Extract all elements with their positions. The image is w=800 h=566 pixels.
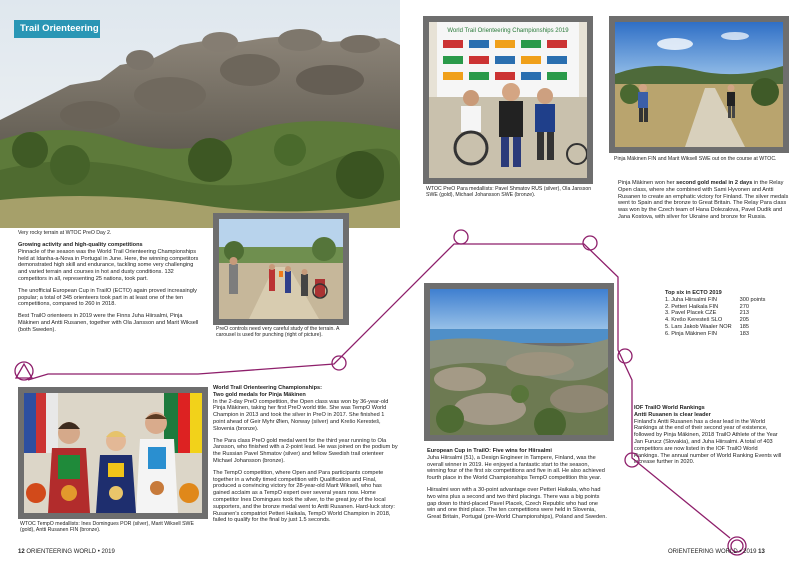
control-circle: [332, 356, 346, 370]
ranking-points: 183: [739, 330, 749, 337]
footer-title-right: ORIENTEERING WORLD: [668, 549, 738, 555]
control-circle: [583, 236, 597, 250]
footer-left: [18, 549, 115, 555]
rocky-terrain-caption: Very rocky terrain at WTOC PreO Day 2.: [18, 230, 112, 236]
ranking-points: 300 points: [739, 296, 766, 303]
tempo-medalists-photo: [24, 393, 202, 513]
table-row: [665, 317, 773, 324]
course-photo-frame: [609, 16, 789, 153]
world-rankings-section: [634, 405, 784, 471]
world-rankings-paragraph: Finland's Antti Rusanen has a clear lead in the World Rankings at the end of their second year of existence, followed by Pinja Mäkinen, 2018 TrailO Athlete of the Year Jan Furucz (Slovakia), and Juha Hiirsalmi. A total of 403 competitors are now listed in the IOF TrailO World Rankings. The annual number of World Ranking Events will increase further in 2020.: [634, 418, 782, 466]
wtoc-heading-1: World Trail Orienteering Championships:: [213, 385, 322, 391]
footer-year-left: • 2019: [97, 549, 115, 555]
european-cup-paragraph-2: Hiirsalmi won with a 30-point advantage over Petteri Haikala, who had two wins plus a second and two third placings. There was a big points gap down to third-placed Pavel Placek, Czech Republic who had one win and one third place. The ten competitions were held in Slovenia, Great Britain, Portugal (pre-World Championships), Poland and Sweden.: [427, 486, 607, 521]
wtoc-tempo-paragraph: The TempO competition, where Open and Para participants compete together in a wholly timed competition with Qualification and Final, produced a convincing victory for 28-year-old Marit Wiksell, who has gained acclaim as a TempO expert over several years now. Home competitor Ines Domingues took the silver, to the great joy of the local supporters, and the bronze medal went to Antti Rusanen. Hard-luck story: Rusanen's compatriot Petteri Haikala, TempO World Champion in 2018, failed to qualify for the final by just 1.5 seconds.: [213, 469, 395, 524]
start-triangle-circle: [15, 362, 33, 380]
top-six-table: [665, 297, 773, 338]
section-tag: Trail Orienteering: [14, 20, 100, 38]
table-row: [665, 331, 773, 338]
para-medalists-photo: [429, 22, 587, 178]
pinja-relay-highlight: second gold medal in 2 days: [676, 180, 753, 186]
european-cup-section: [427, 448, 607, 526]
world-rankings-heading-1: IOF TrailO World Rankings: [634, 405, 705, 411]
ranking-name: 2. Petteri Haikala FIN: [665, 303, 719, 310]
footer-year-right: • 2019: [739, 549, 757, 555]
page-number-left: 12: [18, 549, 25, 555]
pinja-relay-section: [618, 180, 794, 221]
banner-text: World Trail Orienteering Championships 2019: [447, 28, 569, 34]
para-medalists-photo-frame: [423, 16, 593, 184]
ranking-points: 185: [739, 323, 749, 330]
ranking-points: 213: [739, 310, 749, 317]
footer-right: [668, 549, 765, 555]
ranking-name: 1. Juha Hiirsalmi FIN: [665, 296, 717, 303]
controls-caption: PreO controls need very careful study of the terrain. A carousel is used for punching (right of picture).: [216, 326, 340, 339]
coastal-terrain-photo-frame: [424, 283, 614, 441]
best-trailo-paragraph: Best TrailO orienteers in 2019 were the Finns Juha Hiirsalmi, Pinja Mäkinen and Antti Rusanen, together with Ola Jansson and Marit Wiksell (both Sweden).: [18, 313, 199, 333]
page-number-right: 13: [758, 549, 765, 555]
world-rankings-heading-2: Antti Rusanen is clear leader: [634, 411, 711, 418]
ranking-name: 6. Pinja Mäkinen FIN: [665, 330, 717, 337]
controls-photo-frame: [213, 213, 349, 325]
control-circle: [618, 349, 632, 363]
growing-activity-section: [18, 242, 204, 339]
wtoc-heading-2: Two gold medals for Pinja Mäkinen: [213, 391, 306, 398]
tempo-medalists-photo-frame: [18, 387, 208, 519]
pinja-relay-text-before: Pinja Mäkinen won her: [618, 180, 677, 186]
wtoc-para-paragraph: The Para class PreO gold medal went for the third year running to Ola Jansson, who finished with a 2-point lead. He was joined on the podium by the Russian Pavel Shmatov (silver) and fellow Swedish trail orienteer Michael Johansson (bronze).: [213, 437, 398, 464]
para-medalists-caption: WTOC PreO Para medallists: Pavel Shmatov RUS (silver), Ola Jansson SWE (gold), Michael Johansson SWE (bronze).: [426, 186, 592, 199]
growing-activity-paragraph: Pinnacle of the season was the World Trail Orienteering Championships held at Idanha-a-Nova in Portugal in June. Here, the winning competitors demonstrated high skill and endurance, tackling some very challenging and varied terrain and courses in hot and dusty conditions. 132 competitors in all, representing 25 nations, took part.: [18, 248, 199, 282]
european-cup-heading: European Cup in TrailO: Five wins for Hiirsalmi: [427, 448, 552, 454]
ranking-name: 3. Pavel Placek CZE: [665, 310, 717, 317]
wtoc-section: [213, 385, 398, 529]
ranking-points: 270: [739, 303, 749, 310]
course-photo: [615, 22, 783, 147]
table-row: [665, 324, 773, 331]
coastal-terrain-photo: [430, 289, 608, 435]
control-circle: [454, 230, 468, 244]
footer-title-left: ORIENTEERING WORLD: [26, 549, 97, 555]
wtoc-preo-paragraph: In the 2-day PreO competition, the Open class was won by 36-year-old Pinja Mäkinen, taking her first PreO world title. She was TempO World Champion in 2013 and took the silver in PreO in 2017. She finished 1 point ahead of Geir Myhr Øien, Norway (silver) and Krešo Keresteš, Slovenia (bronze).: [213, 398, 389, 432]
start-triangle-icon: [16, 364, 32, 378]
european-cup-paragraph-1: Juha Hiirsalmi (51), a Design Engineer in Tampere, Finland, was the overall winner in 2019. He enjoyed a fantastic start to the season, winning four of the first six competitions and five in all. He also achieved fourth place in the World Championships TempO competition this year.: [427, 454, 605, 482]
ecto-paragraph: The unofficial European Cup in TrailO (ECTO) again proved increasingly popular; a total of 345 orienteers took part in at least one of the ten competitions, compared to 260 in 2018.: [18, 287, 197, 308]
ranking-name: 5. Lars Jakob Waaler NOR: [665, 323, 732, 330]
table-row: [665, 310, 773, 317]
tempo-medalists-caption: WTOC TempO medallists: Ines Domingues POR (silver), Marit Wiksell SWE (gold), Antti Rusanen FIN (bronze).: [20, 521, 194, 534]
ranking-points: 205: [739, 317, 749, 324]
table-row: [665, 297, 773, 304]
controls-photo: [219, 219, 343, 319]
top-six-heading: Top six in ECTO 2019: [665, 290, 722, 296]
ranking-name: 4. Krešo Keresteš SLO: [665, 317, 723, 324]
course-caption: Pinja Mäkinen FIN and Marit Wiksell SWE out on the course at WTOC.: [614, 156, 777, 162]
pinja-relay-text-after: in the Relay Open class, where she combined with Sami Hyvonen and Antti Rusanen to create an emphatic victory for Finland. The silver medals went to Spain and the bronze to Great Britain. The Relay Para class was won by the Czech team of Hana Dolezalova, Pavel Dudik and Jana Kostova, with silver for Ukraine and bronze for Russia.: [618, 180, 789, 220]
top-six-box: [665, 290, 795, 338]
growing-activity-heading: Growing activity and high-quality competitions: [18, 242, 143, 248]
table-row: [665, 304, 773, 311]
